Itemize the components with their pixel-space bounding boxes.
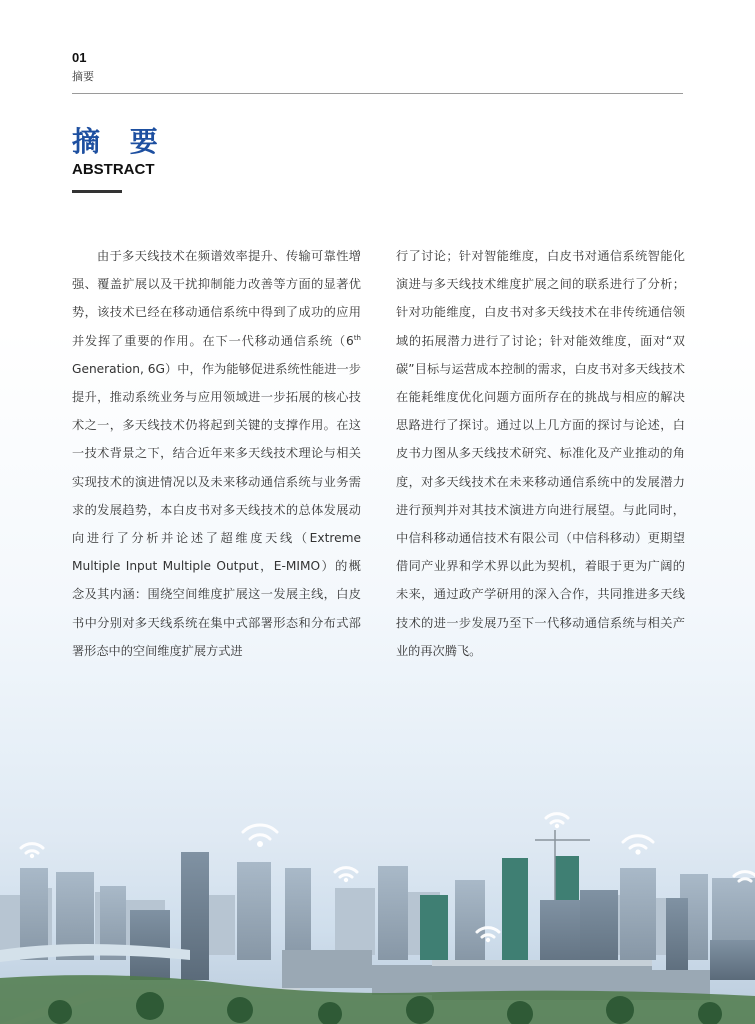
city-skyline-illustration [0,800,755,1024]
page-number: 01 [72,50,87,65]
abstract-text-2: Generation, 6G）中，作为能够促进系统性能进一步提升，推动系统业务与应用领域进一步拓展的核心技术之一，多天线技术仍将起到关键的支撑作用。在这一技术背景之下，结合近年来多天线技术理论与相关实现技术的演进情况以及未来移动通信系统与业务需求的发展趋势，本白皮书对多天线技术的总体发展动向进行了分析并论述了超维度天线（Extreme Multiple Input Multiple Output，E-MIMO）的概念及其内涵：围绕空间维度扩展这一发展主线，白皮书中分别对多天线系统在集中式部署形态和分布式部署形态中的空间维度扩展方式进 [72,361,361,658]
title-underline [72,190,122,193]
page-title: 摘 要 [72,125,168,158]
abstract-column-right: 行了讨论；针对智能维度，白皮书对通信系统智能化演进与多天线技术维度扩展之间的联系进行了分析；针对功能维度，白皮书对多天线技术在非传统通信领域的拓展潜力进行了讨论；针对能效维度，面对“双碳”目标与运营成本控制的需求，白皮书对多天线技术在能耗维度优化问题方面所存在的挑战与相应的解决思路进行了探讨。通过以上几方面的探讨与论述，白皮书力图从多天线技术研究、标准化及产业推动的角度，对多天线技术在未来移动通信系统中的发展潜力进行预判并对其技术演进方向进行展望。与此同时，中信科移动通信技术有限公司（中信科移动）更期望借同产业界和学术界以此为契机，着眼于更为广阔的未来，通过政产学研用的深入合作，共同推进多天线技术的进一步发展乃至下一代移动通信系统与相关产业的再次腾飞。 [396,249,685,658]
superscript-th: th [353,333,361,342]
abstract-column-left [72,242,361,665]
abstract-text-1: 由于多天线技术在频谱效率提升、传输可靠性增强、覆盖扩展以及干扰抑制能力改善等方面的显著优势，该技术已经在移动通信系统中得到了成功的应用并发挥了重要的作用。在下一代移动通信系统（6 [72,249,361,348]
section-label: 摘要 [72,70,94,83]
header-divider [72,93,683,94]
page-subtitle: ABSTRACT [72,161,155,178]
